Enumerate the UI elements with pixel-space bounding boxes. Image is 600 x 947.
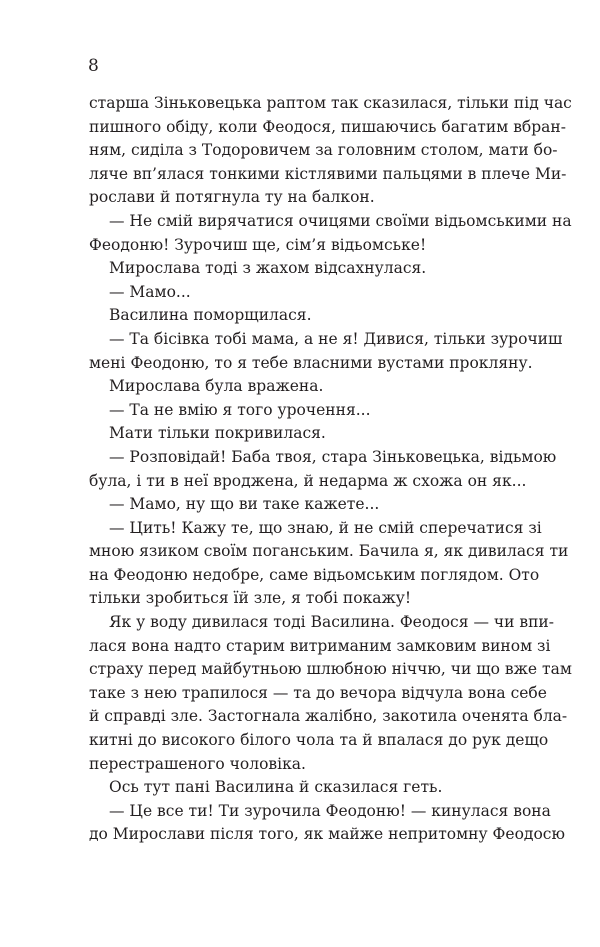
text-line: — Це все ти! Ти зурочила Феодоню! — кинулася вона bbox=[109, 801, 551, 820]
text-line: перестрашеного чоловіка. bbox=[89, 754, 306, 773]
page-number: 8 bbox=[88, 56, 99, 76]
text-line: мною язиком своїм поганським. Бачила я, як дивилася ти bbox=[89, 542, 569, 561]
text-line: Мирослава була вражена. bbox=[109, 377, 324, 396]
text-line: Мирослава тоді з жахом відсахнулася. bbox=[109, 259, 427, 278]
text-line: китні до високого білого чола та й впалася до рук дещо bbox=[89, 731, 549, 750]
text-line: й справді зле. Застогнала жалібно, закотила оченята бла- bbox=[89, 707, 568, 726]
text-line: Ось тут пані Василина й сказилася геть. bbox=[109, 778, 443, 797]
text-line: Феодоню! Зурочиш ще, сім’я відьомське! bbox=[89, 235, 427, 254]
text-line: — Та бісівка тобі мама, а не я! Дивися, тільки зурочиш bbox=[109, 329, 563, 348]
text-line: Мати тільки покривилася. bbox=[109, 424, 326, 443]
text-line: — Та не вмію я того урочення... bbox=[109, 400, 371, 419]
text-line: ляче вп’ялася тонкими кістлявими пальцями в плече Ми- bbox=[89, 164, 567, 183]
text-line: ням, сиділа з Тодоровичем за головним столом, мати бо- bbox=[89, 141, 558, 160]
text-line: — Мамо, ну що ви таке кажете... bbox=[109, 495, 380, 514]
text-line: — Не смій вирячатися очицями своїми відьомськими на bbox=[109, 211, 572, 230]
text-line: — Розповідай! Баба твоя, стара Зіньковецька, відьмою bbox=[109, 447, 557, 466]
text-line: рослави й потягнула ту на балкон. bbox=[89, 188, 375, 207]
text-line: мені Феодоню, то я тебе власними вустами прокляну. bbox=[89, 353, 533, 372]
text-line: таке з нею трапилося — та до вечора відчула вона себе bbox=[89, 683, 547, 702]
text-line: лася вона надто старим витриманим замковим вином зі bbox=[89, 636, 551, 655]
text-line: Як у воду дивилася тоді Василина. Феодося — чи впи- bbox=[109, 613, 555, 632]
text-line: — Цить! Кажу те, що знаю, й не смій сперечатися зі bbox=[109, 518, 542, 537]
text-line: була, і ти в неї вроджена, й недарма ж схожа он як... bbox=[89, 471, 527, 490]
text-line: тільки зробиться їй зле, я тобі покажу! bbox=[89, 589, 412, 608]
text-line: старша Зіньковецька раптом так сказилася, тільки під час bbox=[89, 94, 572, 112]
text-line: — Мамо... bbox=[109, 282, 191, 301]
text-line: на Феодоню недобре, саме відьомським поглядом. Ото bbox=[89, 565, 540, 584]
text-line: страху перед майбутньою шлюбною ніччю, чи що вже там bbox=[89, 660, 572, 679]
text-line: Василина поморщилася. bbox=[109, 306, 312, 325]
text-line: пишного обіду, коли Феодося, пишаючись багатим вбран- bbox=[89, 117, 566, 136]
text-line: до Мирослави після того, як майже непритомну Феодосю bbox=[89, 825, 565, 844]
body-text bbox=[89, 92, 572, 847]
